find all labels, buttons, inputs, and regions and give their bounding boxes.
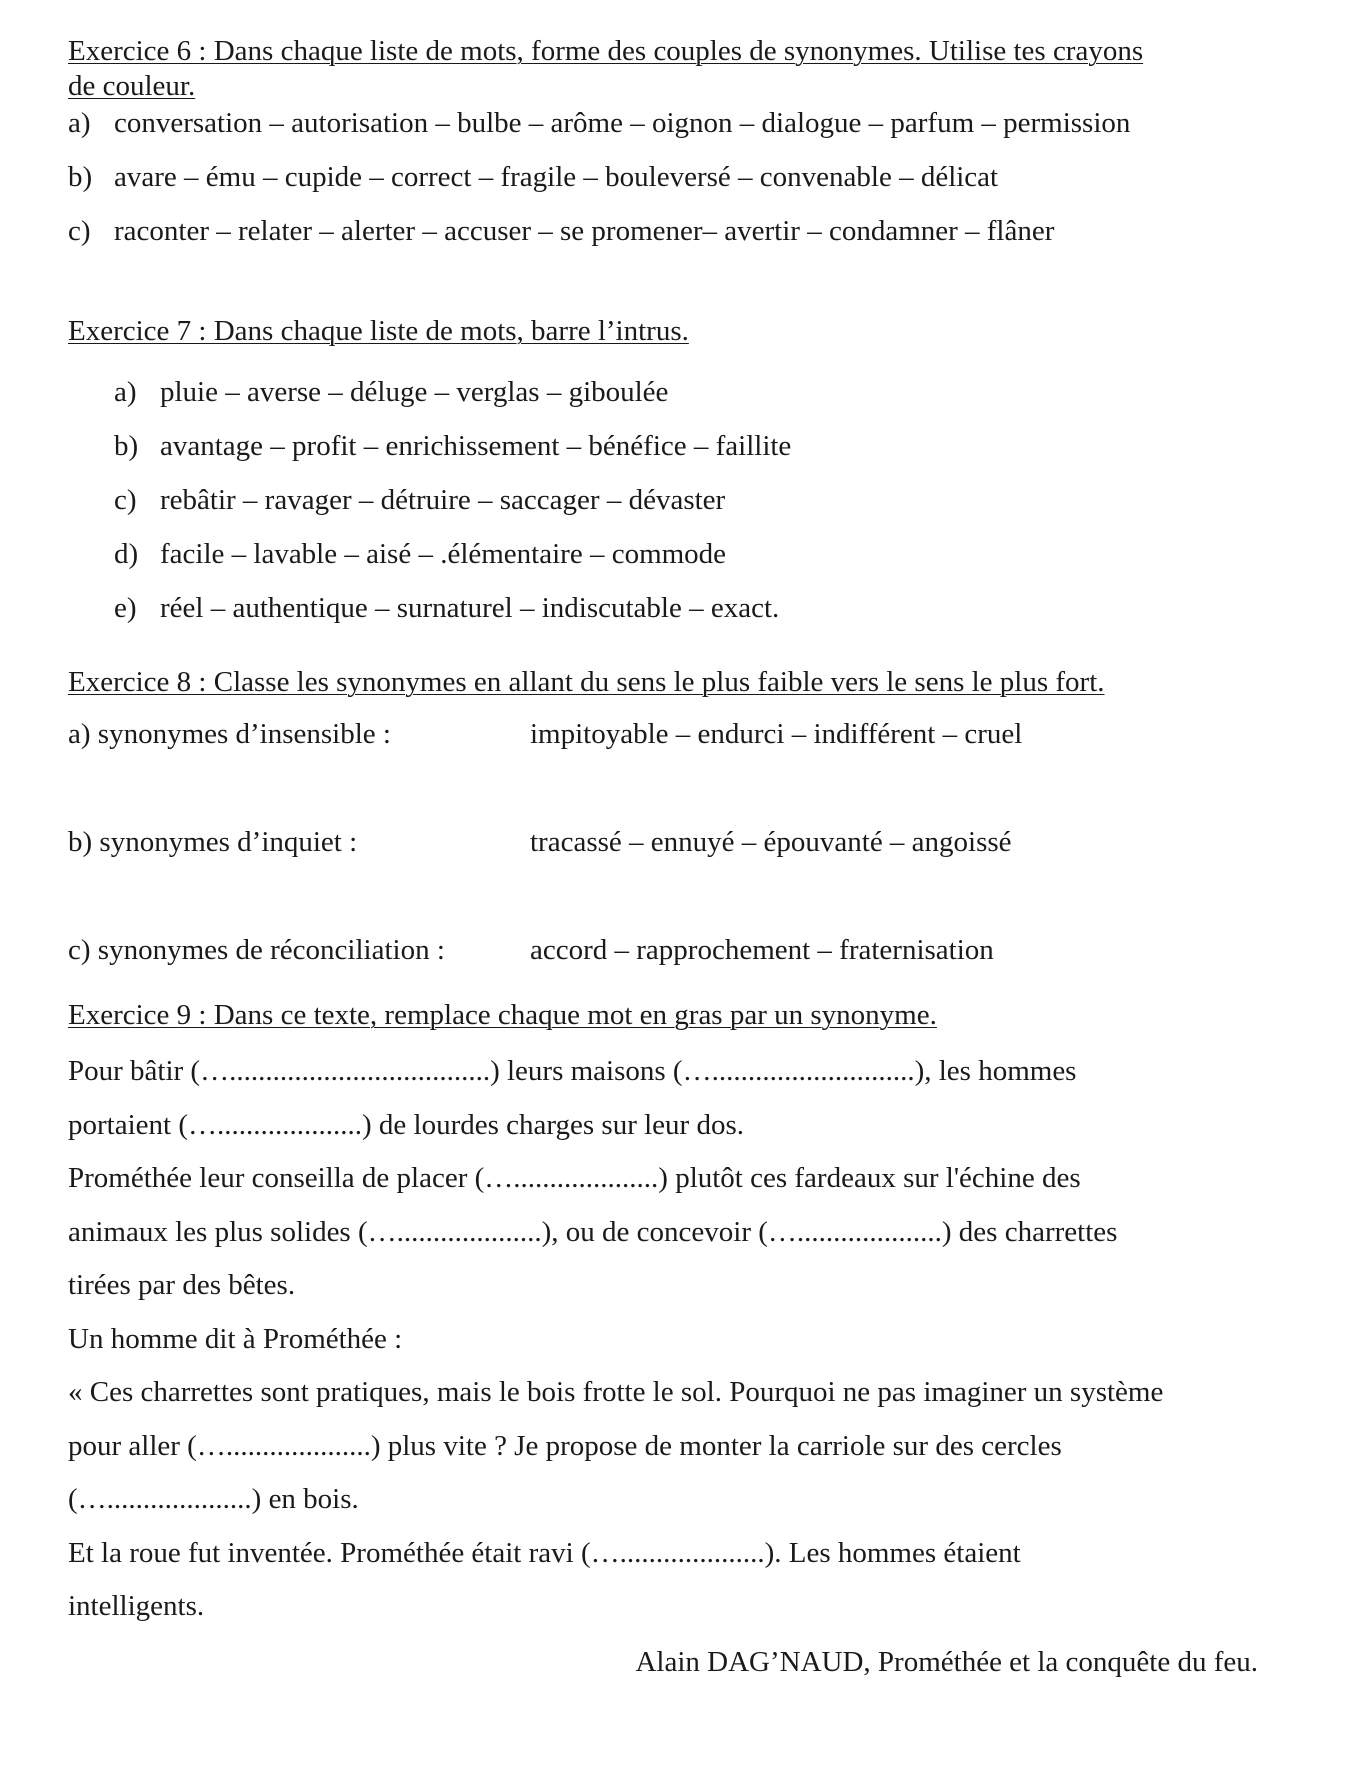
synonym-row [68, 896, 1308, 1004]
synonym-row [68, 788, 1308, 896]
synonym-row [68, 680, 1308, 788]
source-signature: Alain DAG’NAUD, Prométhée et la conquête du feu. [635, 1645, 1258, 1678]
list-item [68, 204, 1308, 258]
exercise-7-list [68, 365, 1308, 635]
item-text: raconter – relater – alerter – accuser – se promener– avertir – condamner – flâner [114, 215, 1055, 247]
text-line: portaient (…....................) de lourdes charges sur leur dos. [68, 1108, 744, 1141]
exercise-6 [68, 34, 1308, 258]
item-marker: e) [114, 592, 137, 624]
row-words: accord – rapprochement – fraternisation [530, 934, 994, 966]
text-line: pour aller (…....................) plus vite ? Je propose de monter la carriole sur des cercles [68, 1429, 1062, 1462]
exercise-8-title: Exercice 8 : Classe les synonymes en allant du sens le plus faible vers le sens le plus fort. [68, 666, 1105, 698]
item-text: avantage – profit – enrichissement – bénéfice – faillite [160, 430, 792, 462]
item-text: pluie – averse – déluge – verglas – giboulée [160, 376, 669, 408]
row-words: impitoyable – endurci – indifférent – cruel [530, 718, 1023, 750]
exercise-7-title: Exercice 7 : Dans chaque liste de mots, barre l’intrus. [68, 315, 689, 347]
text-line: Prométhée leur conseilla de placer (…....................) plutôt ces fardeaux sur l'échine des [68, 1162, 1081, 1194]
item-text: facile – lavable – aisé – .élémentaire – commode [160, 538, 727, 570]
worksheet-page [68, 34, 1308, 1682]
text-line: animaux les plus solides (…....................), ou de concevoir (…....................) des charrettes [68, 1215, 1118, 1248]
row-label: b) synonymes d’inquiet : [68, 826, 358, 858]
item-text: conversation – autorisation – bulbe – arôme – oignon – dialogue – parfum – permission [114, 107, 1131, 139]
list-item [114, 527, 1308, 581]
exercise-8 [68, 665, 1308, 1004]
exercise-7 [68, 314, 1308, 635]
item-text: avare – ému – cupide – correct – fragile – bouleversé – convenable – délicat [114, 161, 999, 193]
item-text: rebâtir – ravager – détruire – saccager – dévaster [160, 484, 726, 516]
exercise-9 [68, 998, 1308, 1682]
list-item [114, 365, 1308, 419]
list-item [68, 150, 1308, 204]
row-words: tracassé – ennuyé – épouvanté – angoissé [530, 826, 1012, 858]
exercise-8-rows [68, 680, 1308, 1004]
text-line: intelligents. [68, 1590, 205, 1622]
text-line: (…....................) en bois. [68, 1483, 359, 1515]
item-marker: c) [68, 215, 91, 247]
list-item [68, 96, 1308, 150]
text-line: Et la roue fut inventée. Prométhée était ravi (…....................). Les hommes étaient [68, 1536, 1021, 1569]
item-marker: a) [68, 107, 91, 139]
list-item [114, 473, 1308, 527]
exercise-9-text [68, 1045, 1308, 1634]
item-marker: b) [68, 161, 93, 193]
exercise-9-title: Exercice 9 : Dans ce texte, remplace chaque mot en gras par un synonyme. [68, 999, 937, 1031]
text-line: Un homme dit à Prométhée : [68, 1322, 403, 1355]
row-label: c) synonymes de réconciliation : [68, 934, 445, 966]
row-label: a) synonymes d’insensible : [68, 718, 391, 750]
text-line: « Ces charrettes sont pratiques, mais le bois frotte le sol. Pourquoi ne pas imaginer un système [68, 1376, 1164, 1408]
exercise-6-list [68, 96, 1308, 258]
item-marker: a) [114, 376, 137, 408]
list-item [114, 581, 1308, 635]
exercise-6-title-line-2: de couleur. [68, 70, 196, 102]
item-text: réel – authentique – surnaturel – indiscutable – exact. [160, 592, 780, 624]
text-line: tirées par des bêtes. [68, 1269, 296, 1301]
list-item [114, 419, 1308, 473]
item-marker: d) [114, 538, 139, 570]
item-marker: b) [114, 430, 139, 462]
item-marker: c) [114, 484, 137, 516]
exercise-6-title-line-1: Exercice 6 : Dans chaque liste de mots, forme des couples de synonymes. Utilise tes crayons [68, 35, 1144, 67]
text-line: Pour bâtir (…....................................) leurs maisons (…............................), les hommes [68, 1055, 1077, 1087]
